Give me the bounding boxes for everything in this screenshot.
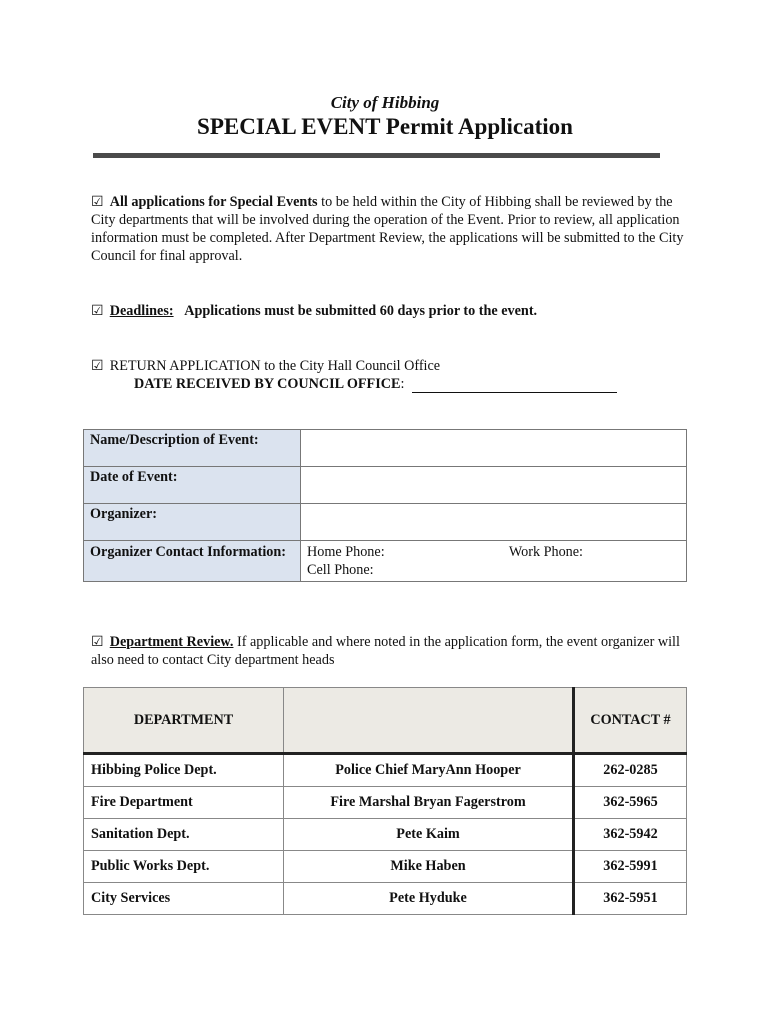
phone-cell: 362-5991	[574, 851, 687, 883]
table-row	[84, 754, 687, 787]
section-department-review	[91, 633, 691, 669]
date-received-label: DATE RECEIVED BY COUNCIL OFFICE	[134, 376, 401, 392]
page-title: SPECIAL EVENT Permit Application	[197, 114, 573, 139]
table-row	[84, 819, 687, 851]
checkbox-icon: ☑	[91, 303, 104, 319]
table-row	[84, 787, 687, 819]
department-table-header	[84, 688, 687, 754]
department-cell: Sanitation Dept.	[84, 819, 284, 851]
deadlines-text: Applications must be submitted 60 days prior to the event.	[184, 303, 538, 319]
person-cell: Police Chief MaryAnn Hooper	[284, 754, 574, 787]
department-cell: Fire Department	[84, 787, 284, 819]
date-received-field[interactable]	[412, 379, 617, 393]
table-row	[84, 883, 687, 915]
checkbox-icon: ☑	[91, 634, 104, 650]
department-review-label: Department Review.	[109, 634, 234, 650]
checkbox-icon: ☑	[91, 358, 104, 374]
title-rule	[93, 153, 660, 158]
department-cell: Hibbing Police Dept.	[84, 754, 284, 787]
phone-cell: 262-0285	[574, 754, 687, 787]
contact-info-field[interactable]	[301, 541, 687, 582]
cell-phone-label: Cell Phone:	[307, 562, 374, 578]
event-name-label: Name/Description of Event:	[84, 430, 301, 467]
phone-cell: 362-5942	[574, 819, 687, 851]
department-review-text: If applicable and where noted in the application form, the event organizer will also need to contact City department heads	[91, 634, 680, 668]
person-cell: Pete Hyduke	[284, 883, 574, 915]
department-cell: City Services	[84, 883, 284, 915]
event-info-table	[83, 429, 687, 582]
event-date-field[interactable]	[301, 467, 687, 504]
contact-info-label: Organizer Contact Information:	[84, 541, 301, 582]
person-cell: Pete Kaim	[284, 819, 574, 851]
deadlines-label: Deadlines:	[109, 303, 174, 319]
date-received-colon: :	[400, 376, 405, 392]
section-return-application	[91, 357, 691, 393]
phone-cell: 362-5951	[574, 883, 687, 915]
work-phone-label: Work Phone:	[508, 544, 583, 560]
return-text: RETURN APPLICATION to the City Hall Council Office	[109, 358, 441, 374]
person-cell: Fire Marshal Bryan Fagerstrom	[284, 787, 574, 819]
department-header: DEPARTMENT	[84, 688, 284, 754]
contact-header: CONTACT #	[574, 688, 687, 754]
organizer-field[interactable]	[301, 504, 687, 541]
city-name: City of Hibbing	[330, 93, 440, 112]
checkbox-icon: ☑	[91, 194, 104, 210]
phone-cell: 362-5965	[574, 787, 687, 819]
applications-text: to be held within the City of Hibbing shall be reviewed by the City departments that will be involved during the operation of the Event. Prior to review, all application information must be completed. After Department Review, the applications will be submitted to the City Council for final approval.	[91, 194, 684, 264]
home-phone-label: Home Phone:	[307, 544, 385, 560]
event-name-field[interactable]	[301, 430, 687, 467]
person-header	[284, 688, 574, 754]
organizer-label: Organizer:	[84, 504, 301, 541]
section-deadlines	[91, 302, 691, 320]
department-table	[83, 687, 687, 915]
section-all-applications	[91, 193, 691, 265]
event-date-label: Date of Event:	[84, 467, 301, 504]
person-cell: Mike Haben	[284, 851, 574, 883]
department-cell: Public Works Dept.	[84, 851, 284, 883]
table-row	[84, 851, 687, 883]
applications-lead: All applications for Special Events	[109, 194, 318, 210]
